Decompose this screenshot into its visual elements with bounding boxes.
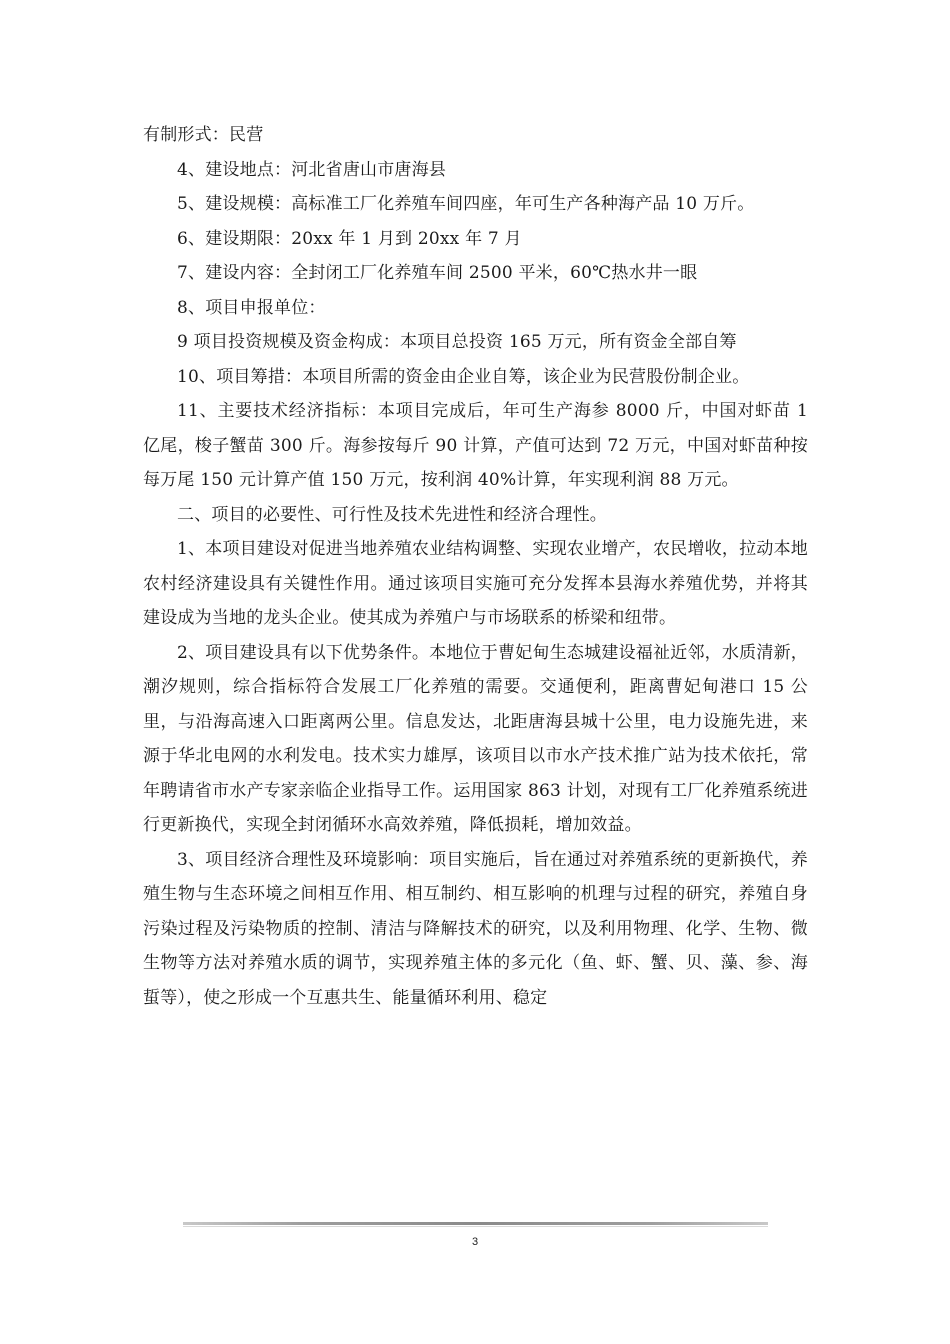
section-heading-necessity: 二、项目的必要性、可行性及技术先进性和经济合理性。 xyxy=(177,504,607,525)
paragraph-period: 6、建设期限：20xx 年 1 月到 20xx 年 7 月 xyxy=(177,228,522,249)
page-number: 3 xyxy=(471,1236,479,1248)
paragraph-location: 4、建设地点：河北省唐山市唐海县 xyxy=(177,159,447,180)
footer-divider xyxy=(183,1222,768,1225)
paragraph-necessity-3: 3、项目经济合理性及环境影响：项目实施后，旨在通过对养殖系统的更新换代，养殖生物与生态环境之间相互作用、相互制约、相互影响的机理与过程的研究，养殖自身污染过程及污染物质的控制、清洁与降解技术的研究，以及利用物理、化学、生物、微生物等方法对养殖水质的调节，实现养殖主体的多元化（鱼、虾、蟹、贝、藻、参、海蜇等），使之形成一个互惠共生、能量循环利用、稳定 xyxy=(143,849,808,1008)
paragraph-investment: 9 项目投资规模及资金构成：本项目总投资 165 万元，所有资金全部自筹 xyxy=(177,332,737,352)
paragraph-content: 7、建设内容：全封闭工厂化养殖车间 2500 平米，60℃热水井一眼 xyxy=(177,263,698,283)
footer-divider-shadow xyxy=(183,1226,768,1227)
paragraph-applicant: 8、项目申报单位： xyxy=(177,297,326,318)
paragraph-ownership: 有制形式：民营 xyxy=(143,125,264,145)
paragraph-funding: 10、项目筹措：本项目所需的资金由企业自筹，该企业为民营股份制企业。 xyxy=(177,366,750,387)
paragraph-necessity-2: 2、项目建设具有以下优势条件。本地位于曹妃甸生态城建设福祉近邻，水质清新，潮汐规则，综合指标符合发展工厂化养殖的需要。交通便利，距离曹妃甸港口 15 公里，与沿海高速入口距离两公里。信息发达，北距唐海县城十公里，电力设施先进，来源于华北电网的水利发电。技术实力雄厚，该项目以市水产技术推广站为技术依托，常年聘请省市水产专家亲临企业指导工作。运用国家 863 计划，对现有工厂化养殖系统进行更新换代，实现全封闭循环水高效养殖，降低损耗，增加效益。 xyxy=(143,642,808,835)
paragraph-scale: 5、建设规模：高标准工厂化养殖车间四座，年可生产各种海产品 10 万斤。 xyxy=(177,194,755,214)
document-body xyxy=(143,118,808,1015)
paragraph-necessity-1: 1、本项目建设对促进当地养殖农业结构调整、实现农业增产，农民增收，拉动本地农村经济建设具有关键性作用。通过该项目实施可充分发挥本县海水养殖优势，并将其建设成为当地的龙头企业。使其成为养殖户与市场联系的桥梁和纽带。 xyxy=(143,539,808,628)
paragraph-indicators: 11、主要技术经济指标：本项目完成后，年可生产海参 8000 斤，中国对虾苗 1 亿尾，梭子蟹苗 300 斤。海参按每斤 90 计算，产值可达到 72 万元，中国对虾苗种按每万尾 150 元计算产值 150 万元，按利润 40%计算，年实现利润 88 万元。 xyxy=(143,401,808,490)
